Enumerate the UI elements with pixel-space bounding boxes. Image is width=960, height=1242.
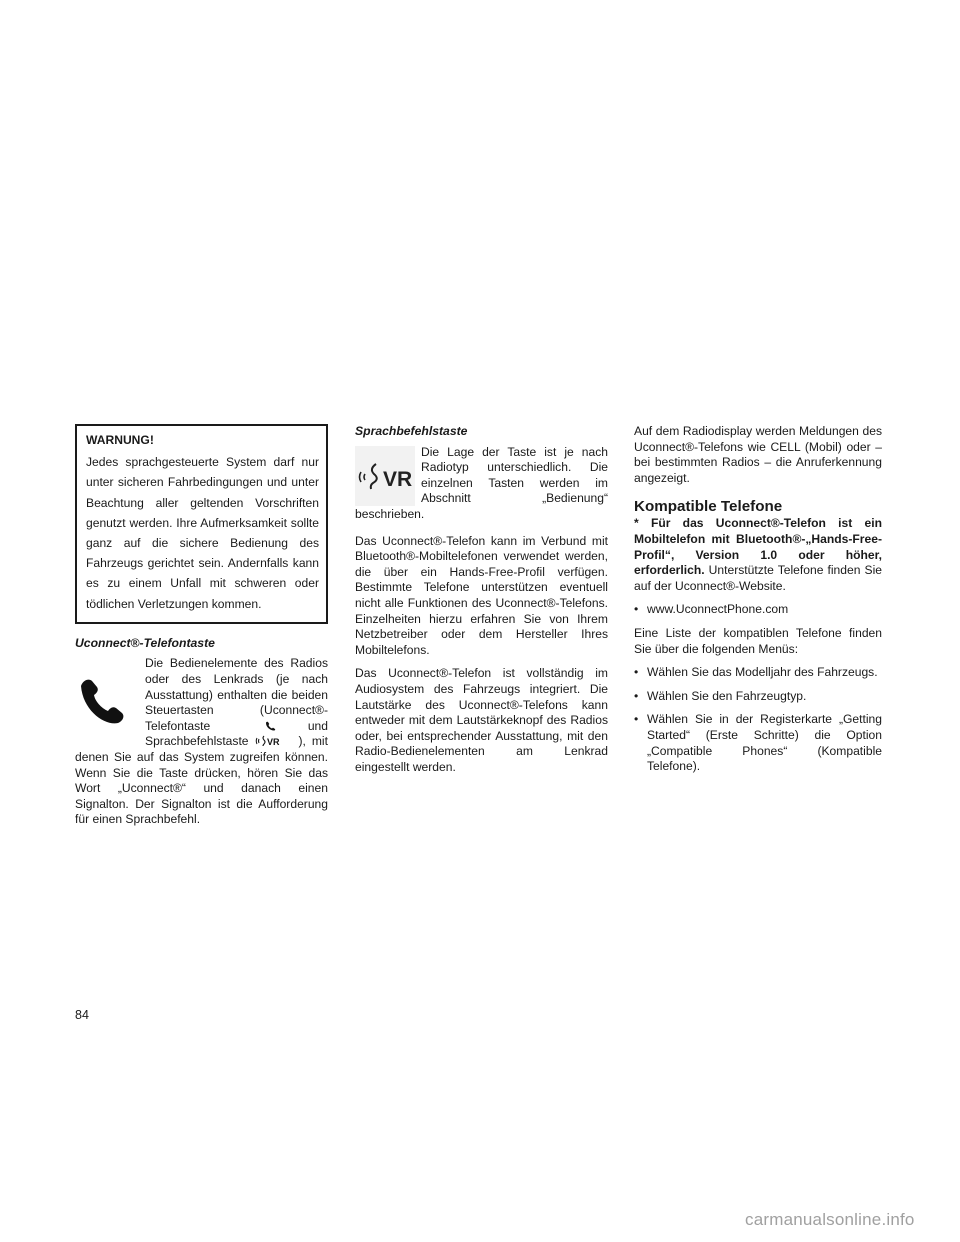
voice-button-intro (355, 445, 608, 523)
column-left (75, 424, 328, 828)
page-number: 84 (75, 1008, 89, 1022)
website-link[interactable]: www.UconnectPhone.com (647, 602, 789, 617)
watermark: carmanualsonline.info (745, 1210, 915, 1229)
voice-intro-text: Die Lage der Taste ist je nach Radiotyp unterschiedlich. Die einzelnen Tasten werden im Abschnitt „Bedienung“ beschrieben. (355, 444, 608, 521)
bullet-icon: • (634, 712, 639, 727)
display-paragraph: Auf dem Radiodisplay werden Meldungen des Uconnect®-Telefons wie CELL (Mobil) oder – bei bestimmten Radios – die Anruferkennung angezeigt. (634, 424, 882, 485)
bullet-icon: • (634, 602, 639, 617)
small-phone-icon (265, 721, 277, 731)
phone-para-b: und Sprachbefehlstaste (145, 718, 328, 749)
phone-para-c: ), (298, 734, 306, 749)
step-text: Wählen Sie das Modelljahr des Fahrzeugs. (647, 665, 878, 680)
compat-paragraph: Das Uconnect®-Telefon kann im Verbund mit Bluetooth®-Mobiltelefonen verwendet werden, die über ein Hands-Free-Profil verfügen. Bestimmte Telefone unterstützen eventuell nicht alle Funktionen des Uconnect®-Telefons. Einzelheiten hierzu erfahren Sie von Ihrem Netzbetreiber oder dem Hersteller Ihres Mobiltelefons. (355, 533, 608, 657)
voice-button-heading: Sprachbefehlstaste (355, 424, 468, 438)
list-item (634, 689, 882, 705)
requirement-rest: Unterstützte Telefone finden Sie auf der Uconnect®-Website. (634, 563, 882, 593)
warning-box (75, 424, 328, 624)
steps-list (634, 665, 882, 775)
warning-title: WARNUNG! (86, 433, 154, 447)
integration-paragraph: Das Uconnect®-Telefon ist vollständig im Audiosystem des Fahrzeugs integriert. Die Lautstärke des Uconnect®-Telefons kann entweder mit dem Lautstärkeknopf des Radios oder, bei entsprechender Ausstattung, mit den Radio-Bedienelementen am Lenkrad eingestellt werden. (355, 666, 608, 774)
menus-paragraph: Eine Liste der kompatiblen Telefone finden Sie über die folgenden Menüs: (634, 625, 882, 656)
small-vr-label: VR (266, 737, 280, 748)
small-vr-icon (255, 735, 293, 747)
step-text: Wählen Sie den Fahrzeugtyp. (647, 688, 807, 703)
vr-icon-label: VR (383, 467, 413, 491)
list-item (634, 712, 882, 774)
column-right (634, 424, 882, 783)
website-list (634, 602, 882, 618)
phone-para-a: Die Bedienelemente des Radios oder des Lenkrads (je nach Ausstattung) enthalten die beiden Steuertasten (Uconnect®-Telefontaste (145, 656, 328, 733)
warning-text: Jedes sprachgesteuerte System darf nur unter sicheren Fahrbedingungen und unter Beachtung aller geltenden Vorschriften genutzt werden. Ihre Aufmerksamkeit sollte ganz auf die sichere Bedienung des Fahrzeugs gerichtet sein. Andernfalls kann es zu einem Unfall mit schweren oder tödlichen Verletzungen kommen. (86, 455, 319, 611)
list-item (634, 665, 882, 681)
phone-para-d: mit denen Sie auf das System zugreifen können. Wenn Sie die Taste drücken, hören Sie das Wort „Uconnect®“ und danach einen Signalton. Der Signalton ist die Aufforderung für einen Sprachbefehl. (75, 734, 328, 827)
list-item (634, 602, 882, 618)
vr-voice-icon (355, 446, 415, 506)
section-heading: Kompatible Telefone (634, 498, 783, 516)
phone-button-paragraph (75, 656, 328, 828)
bullet-icon: • (634, 665, 639, 680)
requirement-note (634, 516, 882, 594)
column-middle (355, 424, 608, 783)
step-text: Wählen Sie in der Registerkarte „Getting Started“ (Erste Schritte) die Option „Compatible Phones“ (Kompatible Telefone). (647, 712, 882, 774)
phone-handset-icon (75, 656, 139, 738)
bullet-icon: • (634, 688, 639, 703)
phone-button-heading: Uconnect®-Telefontaste (75, 635, 215, 650)
requirement-bold: * Für das Uconnect®-Telefon ist ein Mobiltelefon mit Bluetooth®-„Hands-Free-Profil“, Version 1.0 oder höher, erforderlich. (634, 516, 882, 578)
